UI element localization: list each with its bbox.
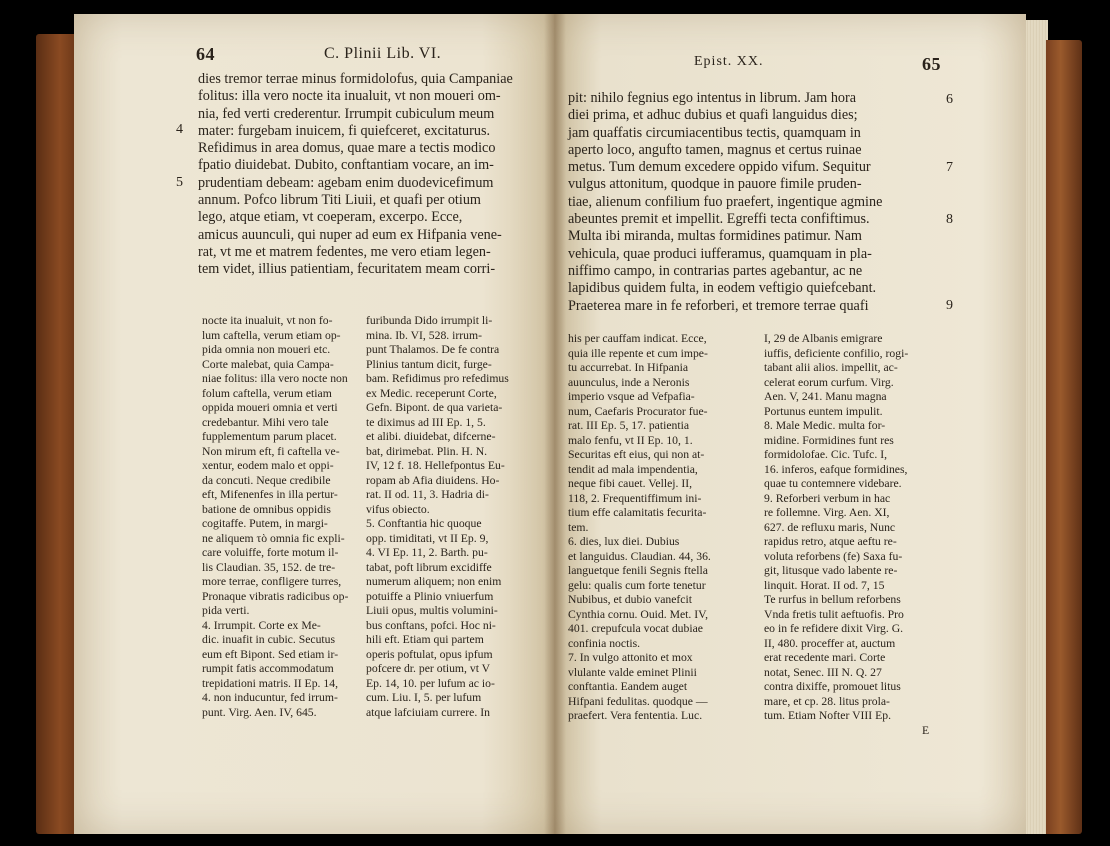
note-line: Liuii opus, multis volumini- <box>366 604 498 617</box>
note-line: Te rurfus in bellum reforbens <box>764 593 901 606</box>
note-line: Non mirum eft, fi caftella ve- <box>202 444 340 458</box>
note-line: num, Caefaris Procurator fue- <box>568 404 708 418</box>
note-line: neque fibi cauet. Vellej. II, <box>568 477 693 490</box>
note-line: care voluiffe, forte motum il- <box>202 546 339 559</box>
note-line: 118, 2. Frequentiffimum ini- <box>568 491 702 505</box>
margin-section-number: 5 <box>176 175 183 190</box>
note-line: tum. Etiam Nofter VIII Ep. <box>764 709 892 722</box>
note-line: 4. non inducuntur, fed irrum- <box>202 691 338 704</box>
note-line: II, 480. proceffer at, auctum <box>764 636 896 650</box>
note-line: eum eft Bipont. Sed etiam ir- <box>202 647 339 661</box>
note-line: potuiffe a Plinio vniuerfum <box>366 589 494 603</box>
note-line: atque lafciuiam currere. In <box>366 705 490 719</box>
right-running-head: Epist. XX. <box>694 54 764 69</box>
note-line: xentur, eodem malo et oppi- <box>202 459 334 472</box>
note-line: vlulante valde eminet Plinii <box>568 665 697 679</box>
note-line: Cynthia cornu. Ouid. Met. IV, <box>568 607 709 621</box>
note-line: eo in fe refidere dixit Virg. G. <box>764 622 904 635</box>
note-line: Gefn. Bipont. de qua varieta- <box>366 401 503 414</box>
note-line: auunculus, inde a Neronis <box>568 375 690 389</box>
note-line: conftantia. Eandem auget <box>568 680 688 693</box>
note-line: rat. II od. 11, 3. Hadria di- <box>366 488 489 501</box>
right-notes-column-2 <box>764 332 929 738</box>
left-page <box>74 14 554 834</box>
note-line: Nubibus, et dubio vanefcit <box>568 593 692 606</box>
main-line: tiae, alienum confilium fuo praefert, ingentique agmine <box>568 193 883 210</box>
note-line: contra dixiffe, promouet litus <box>764 680 901 693</box>
note-line: 401. crepufcula vocat dubiae <box>568 622 703 635</box>
main-line: prudentiam debeam: agebam enim duodevicefimum <box>198 174 494 191</box>
main-line: fpatio diuidebat. Dubito, conftantiam vocare, an im- <box>198 157 494 174</box>
left-notes-column-1 <box>202 314 348 720</box>
note-line: vifus obiecto. <box>366 502 430 516</box>
note-line: ex Medic. receperunt Corte, <box>366 386 497 400</box>
right-page <box>554 14 1026 834</box>
note-line: Pronaque vibratis radicibus op- <box>202 589 349 603</box>
margin-section-number: 8 <box>946 212 953 227</box>
note-line: 6. dies, lux diei. Dubius <box>568 535 680 548</box>
note-line: quia ille repente et cum impe- <box>568 346 708 360</box>
main-line: annum. Pofco librum Titi Liuii, et quafi per otium <box>198 192 481 209</box>
note-line: gelu: qualis cum forte tenetur <box>568 578 706 592</box>
note-line: 627. de refluxu maris, Nunc <box>764 520 896 534</box>
right-main-text <box>568 90 882 315</box>
note-line: notat, Senec. III N. Q. 27 <box>764 665 882 679</box>
note-line: punt Thalamos. De fe contra <box>366 343 500 356</box>
note-line: tendit ad mala impendentia, <box>568 462 698 476</box>
note-line: tium effe calamitatis fecurita- <box>568 506 707 519</box>
main-line: Praeterea mare in fe reforberi, et tremore terrae quafi <box>568 297 869 314</box>
note-line: Corte malebat, quia Campa- <box>202 357 334 371</box>
note-line: malo fenfu, vt II Ep. 10, 1. <box>568 433 693 447</box>
note-line: trepidationi matris. II Ep. 14, <box>202 676 338 690</box>
note-line: et languidus. Claudian. 44, 36. <box>568 549 711 563</box>
note-line: Securitas eft eius, qui non at- <box>568 448 705 461</box>
note-line: nocte ita inualuit, vt non fo- <box>202 314 333 327</box>
margin-section-number: 9 <box>946 298 953 313</box>
note-line: iuffis, deficiente confilio, rogi- <box>764 346 909 360</box>
left-running-head: C. Plinii Lib. VI. <box>324 45 442 62</box>
note-line: more terrae, confligere turres, <box>202 575 342 588</box>
note-line: fupplementum parum placet. <box>202 430 337 443</box>
note-line: et alibi. diuidebat, difcerne- <box>366 430 496 443</box>
main-line: dies tremor terrae minus formidolofus, quia Campaniae <box>198 71 513 87</box>
note-line: 4. VI Ep. 11, 2. Barth. pu- <box>366 546 488 559</box>
note-line: I, 29 de Albanis emigrare <box>764 332 883 345</box>
note-line: Aen. V, 241. Manu magna <box>764 390 887 403</box>
note-line: bam. Refidimus pro refedimus <box>366 372 509 385</box>
note-line: da concuti. Neque credibile <box>202 473 331 487</box>
note-line: tu accurrebat. In Hifpania <box>568 361 689 374</box>
note-line: credebantur. Mihi vero tale <box>202 415 329 429</box>
note-line: 5. Conftantia hic quoque <box>366 517 482 530</box>
note-line: 7. In vulgo attonito et mox <box>568 651 693 664</box>
note-line: cum. Liu. I, 5. per lufum <box>366 691 482 704</box>
main-line: jam quaffatis circumiacentibus tectis, quamquam in <box>568 124 861 141</box>
note-line: niae folitus: illa vero nocte non <box>202 372 348 385</box>
main-line: lapidibus quidem fulta, in eodem veftigio quiefcebant. <box>568 280 877 297</box>
main-line: niffimo campo, in contrarias partes agebantur, ac ne <box>568 262 863 279</box>
note-line: mina. Ib. VI, 528. irrum- <box>366 328 482 342</box>
note-line: pida omnia non moueri etc. <box>202 343 331 356</box>
note-line: rapidus retro, atque aeftu re- <box>764 535 897 548</box>
note-line: rumpit fatis accommodatum <box>202 662 334 675</box>
note-line: numerum aliquem; non enim <box>366 575 502 588</box>
note-line: re follemne. Virg. Aen. XI, <box>764 506 890 519</box>
note-line: formidolofae. Cic. Tufc. I, <box>764 448 888 461</box>
note-line: celerat eorum curfum. Virg. <box>764 375 894 389</box>
note-line: Plinius tantum dicit, furge- <box>366 357 492 371</box>
note-line: folum caftella, verum etiam <box>202 386 332 400</box>
left-notes-column-2 <box>366 314 509 720</box>
note-line: 4. Irrumpit. Corte ex Me- <box>202 618 321 632</box>
main-line: Multa ibi miranda, multas formidines patimur. Nam <box>568 228 862 245</box>
main-line: tem videt, illius patientiam, fecuritatem meam corri- <box>198 261 496 278</box>
right-page-number: 65 <box>922 54 941 74</box>
main-line: rat, vt me et matrem fedentes, me vero etiam legen- <box>198 243 491 260</box>
note-line: te diximus ad III Ep. 1, 5. <box>366 415 486 429</box>
main-line: Refidimus in area domus, quae mare a tectis modico <box>198 140 496 157</box>
note-line: bus conftans, pofci. Hoc ni- <box>366 618 496 632</box>
note-line: mare, et cp. 28. litus prola- <box>764 694 890 708</box>
note-line: ne aliquem τὸ omnia fic expli- <box>202 531 345 545</box>
note-line: batione de omnibus oppidis <box>202 502 331 516</box>
note-line: tabat, poft librum excidiffe <box>366 560 492 574</box>
note-line: midine. Formidines funt res <box>764 433 894 447</box>
note-line: ropam ab Afia diuidens. Ho- <box>366 473 500 487</box>
note-line: confinia noctis. <box>568 636 641 650</box>
left-page-number: 64 <box>196 44 215 64</box>
note-line: imperio vsque ad Vefpafia- <box>568 390 695 403</box>
right-cover-edge <box>1046 40 1082 834</box>
note-line: git, litusque vado labente re- <box>764 564 898 577</box>
note-line: 8. Male Medic. multa for- <box>764 419 886 432</box>
main-line: metus. Tum demum excedere oppido vifum. Sequitur <box>568 159 871 176</box>
note-line: opp. timiditati, vt II Ep. 9, <box>366 531 489 545</box>
left-main-text <box>198 71 513 279</box>
main-line: lego, atque etiam, vt coeperam, excerpo. Ecce, <box>198 209 463 226</box>
note-line: hili eft. Etiam qui partem <box>366 633 484 646</box>
main-line: nia, fed verti crederentur. Irrumpit cubiculum meum <box>198 105 495 122</box>
main-line: folitus: illa vero nocte ita inualuit, vt non moueri om- <box>198 88 501 105</box>
note-line: pofcere dr. per otium, vt V <box>366 662 491 675</box>
note-line: erat recedente mari. Corte <box>764 651 886 664</box>
note-line: lum caftella, verum etiam op- <box>202 328 341 342</box>
margin-section-number: 4 <box>176 122 183 137</box>
note-line: operis poftulat, opus ipfum <box>366 647 493 661</box>
main-line: pit: nihilo fegnius ego intentus in librum. Jam hora <box>568 90 857 106</box>
note-line: eft, Mifenenfes in illa pertur- <box>202 488 338 501</box>
note-line: dic. inuafit in cubic. Secutus <box>202 633 336 646</box>
note-line: 9. Reforberi verbum in hac <box>764 491 891 505</box>
note-line: tabant alii alios. impellit, ac- <box>764 361 898 374</box>
note-line: oppida moueri omnia et verti <box>202 401 338 414</box>
note-line: pida verti. <box>202 604 250 617</box>
note-line: quae tu contemnere videbare. <box>764 477 902 490</box>
note-line: bat, dirimebat. Plin. H. N. <box>366 444 488 458</box>
margin-section-number: 6 <box>946 92 953 107</box>
note-line: 16. inferos, eafque formidines, <box>764 462 908 476</box>
note-line: punt. Virg. Aen. IV, 645. <box>202 705 317 719</box>
note-line: linquit. Horat. II od. 7, 15 <box>764 578 885 592</box>
main-line: vehicula, quae produci iufferamus, quamquam in pla- <box>568 245 872 262</box>
note-line: tem. <box>568 520 589 534</box>
main-line: amicus auunculi, qui nuper ad eum ex Hifpania vene- <box>198 226 502 243</box>
right-notes-column-1 <box>568 332 711 724</box>
note-line: praefert. Vera fententia. Luc. <box>568 709 703 722</box>
book-gutter <box>544 14 566 834</box>
main-line: mater: furgebam inuicem, fi quiefceret, excitaturus. <box>198 122 491 139</box>
note-line: languetque fenili Segnis ftella <box>568 564 708 577</box>
page-edges <box>1026 20 1048 834</box>
main-line: abeuntes premit et impellit. Egreffi tecta confiftimus. <box>568 211 870 228</box>
note-line: lis Claudian. 35, 152. de tre- <box>202 560 336 574</box>
note-line: Portunus euntem impulit. <box>764 404 883 418</box>
note-line: IV, 12 f. 18. Hellefpontus Eu- <box>366 459 505 472</box>
main-line: vulgus attonitum, quodque in pauore fimile pruden- <box>568 176 862 193</box>
note-line: Hifpani fedulitas. quodque — <box>568 694 708 708</box>
note-line: rat. III Ep. 5, 17. patientia <box>568 419 690 432</box>
note-line: cogitaffe. Putem, in margi- <box>202 517 328 530</box>
note-line: Vnda fretis tulit aeftuofis. Pro <box>764 607 904 621</box>
open-book <box>36 14 1082 834</box>
note-line: voluta reforbens (fe) Saxa fu- <box>764 549 903 563</box>
margin-section-number: 7 <box>946 160 953 175</box>
left-cover-edge <box>36 34 76 834</box>
note-line: E <box>922 723 930 737</box>
note-line: Ep. 14, 10. per lufum ac io- <box>366 676 495 690</box>
note-line: his per cauffam indicat. Ecce, <box>568 332 707 345</box>
main-line: aperto loco, angufto tamen, magnus et certus ruinae <box>568 141 862 158</box>
note-line: furibunda Dido irrumpit li- <box>366 314 493 327</box>
main-line: diei prima, et adhuc dubius et quafi languidus dies; <box>568 107 858 124</box>
